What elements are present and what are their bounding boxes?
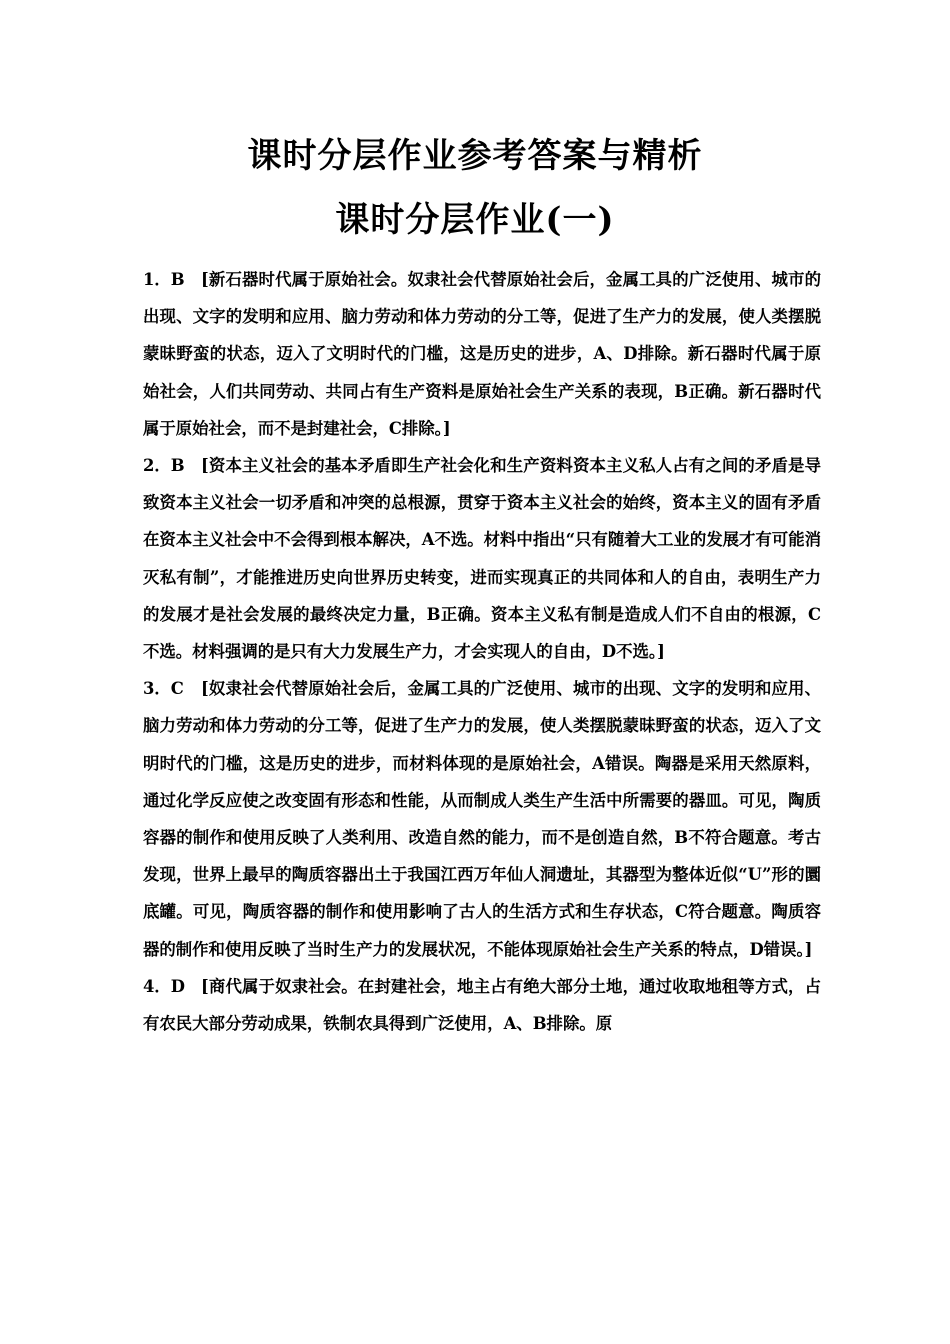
close-bracket: ] [442, 418, 451, 438]
open-bracket: [ [201, 976, 209, 996]
answer-item-3 [143, 670, 821, 968]
answer-number: 1．B [143, 270, 185, 289]
answer-explanation: 奴隶社会代替原始社会后，金属工具的广泛使用、城市的出现、文字的发明和应用、脑力劳动和体力劳动的分工等，促进了生产力的发展，使人类摆脱蒙昧野蛮的状态，迈入了文明时代的门槛，这是历史的进步，而材料体现的是原始社会，A错误。陶器是采用天然原料，通过化学反应使之改变固有形态和性能，从而制成人类生产生活中所需要的器皿。可见，陶质容器的制作和使用反映了人类利用、改造自然的能力，而不是创造自然，B不符合题意。考古发现，世界上最早的陶质容器出土于我国江西万年仙人洞遗址，其器型为整体近似“U”形的圜底罐。可见，陶质容器的制作和使用影响了古人的生活方式和生存状态，C符合题意。陶质容器的制作和使用反映了当时生产力的发展状况，不能体现原始社会生产关系的特点，D错误。 [143, 679, 821, 959]
answer-item-2 [143, 447, 821, 670]
document-subtitle: 课时分层作业(一) [335, 200, 615, 240]
open-bracket: [ [201, 679, 209, 699]
close-bracket: ] [804, 939, 813, 959]
answer-item-4 [143, 968, 821, 1042]
document-title: 课时分层作业参考答案与精析 [247, 136, 703, 176]
answer-number: 4．D [143, 976, 186, 996]
answer-number: 2．B [143, 456, 185, 476]
open-bracket: [ [201, 456, 209, 476]
answer-item-1 [143, 261, 821, 447]
answer-number: 3．C [143, 679, 184, 699]
answer-list [143, 261, 821, 1042]
answer-explanation: 资本主义社会的基本矛盾即生产社会化和生产资料资本主义私人占有之间的矛盾是导致资本主义社会一切矛盾和冲突的总根源，贯穿于资本主义社会的始终，资本主义的固有矛盾在资本主义社会中不会得到根本解决，A不选。材料中指出“只有随着大工业的发展才有可能消灭私有制”，才能推进历史向世界历史转变，进而实现真正的共同体和人的自由，表明生产力的发展才是社会发展的最终决定力量，B正确。资本主义私有制是造成人们不自由的根源，C不选。材料强调的是只有大力发展生产力，才会实现人的自由，D不选。 [143, 456, 821, 662]
open-bracket: [ [201, 270, 209, 289]
answer-explanation: 商代属于奴隶社会。在封建社会，地主占有绝大部分土地，通过收取地租等方式，占有农民大部分劳动成果，铁制农具得到广泛使用，A、B排除。原 [143, 976, 821, 1034]
answer-explanation: 新石器时代属于原始社会。奴隶社会代替原始社会后，金属工具的广泛使用、城市的出现、文字的发明和应用、脑力劳动和体力劳动的分工等，促进了生产力的发展，使人类摆脱蒙昧野蛮的状态，迈入了文明时代的门槛，这是历史的进步，A、D排除。新石器时代属于原始社会，人们共同劳动、共同占有生产资料是原始社会生产关系的表现，B正确。新石器时代属于原始社会，而不是封建社会，C排除。 [143, 270, 821, 438]
close-bracket: ] [657, 642, 665, 662]
